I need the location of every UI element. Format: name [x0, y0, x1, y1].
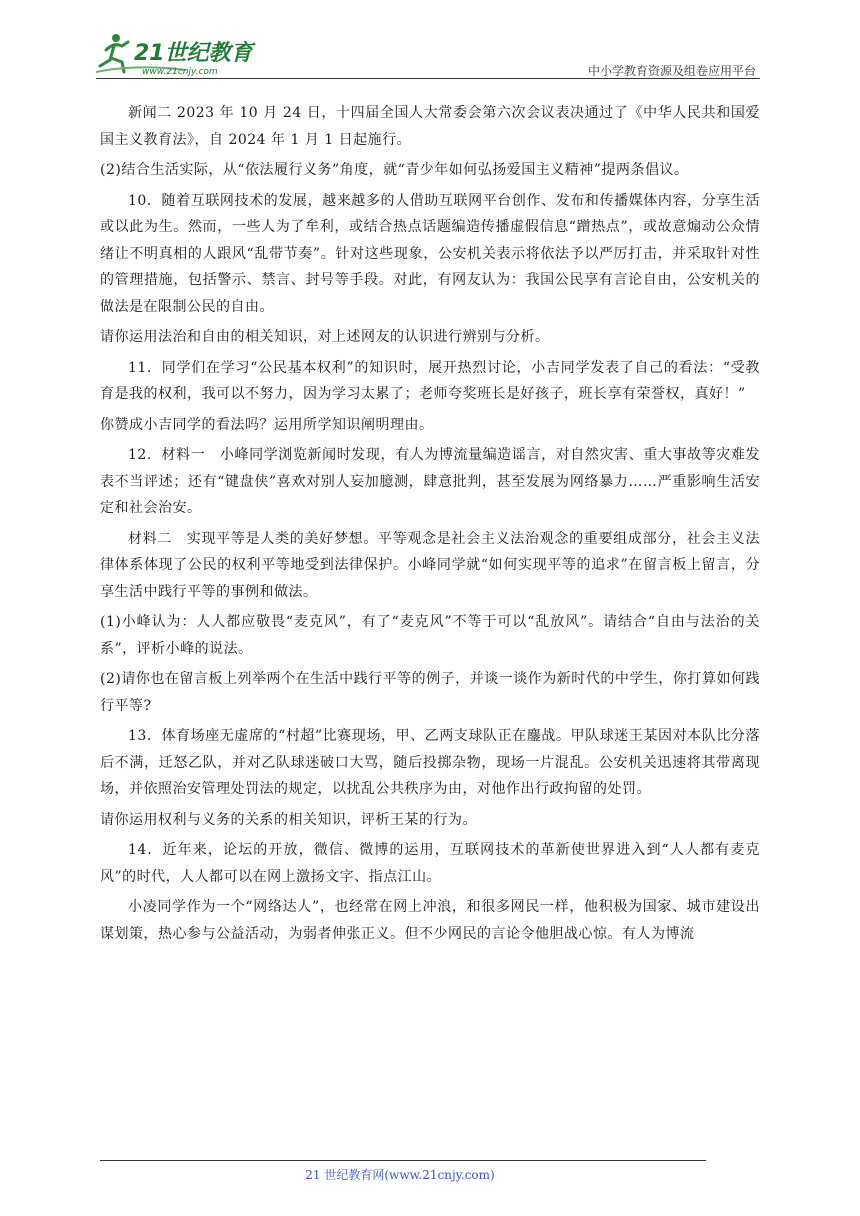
logo-url: www.21cnjy.com [142, 67, 218, 77]
paragraph: (2)结合生活实际，从“依法履行义务”角度，就“青少年如何弘扬爱国主义精神”提两条倡议。 [100, 162, 689, 178]
paragraph: 请你运用权利与义务的关系的相关知识，评析王某的行为。 [100, 811, 477, 828]
paragraph: 材料二 实现平等是人类的美好梦想。平等观念是社会主义法治观念的重要组成部分，社会主义法律体系体现了公民的权利平等地受到法律保护。小峰同学就“如何实现平等的追求”在留言板上留言，分享生活中践行平等的事例和做法。 [100, 530, 760, 600]
paragraph: (2)请你也在留言板上列举两个在生活中践行平等的例子，并谈一谈作为新时代的中学生，你打算如何践行平等? [100, 671, 760, 714]
page-header [96, 30, 760, 80]
question-11: 11．同学们在学习“公民基本权利”的知识时，展开热烈讨论，小吉同学发表了自己的看法：“受教育是我的权利，我可以不努力，因为学习太累了；老师夸奖班长是好孩子，班长享有荣誉权，真好！” [100, 359, 760, 402]
logo-text: 21世纪教育 [134, 41, 253, 66]
question-13: 13．体育场座无虚席的“村超”比赛现场，甲、乙两支球队正在鏖战。甲队球迷王某因对本队比分落后不满，迁怒乙队，并对乙队球迷破口大骂，随后投掷杂物，现场一片混乱。公安机关迅速将其带离现场，并依照治安管理处罚法的规定，以扰乱公共秩序为由，对他作出行政拘留的处罚。 [100, 728, 760, 797]
paragraph: 小凌同学作为一个“网络达人”，也经常在网上冲浪，和很多网民一样，他积极为国家、城市建设出谋划策，热心参与公益活动，为弱者伸张正义。但不少网民的言论令他胆战心惊。有人为博流 [100, 899, 760, 942]
page-footer: 21 世纪教育网(www.21cnjy.com) [305, 1168, 495, 1182]
header-divider [96, 78, 760, 79]
paragraph: 新闻二 2023 年 10 月 24 日，十四届全国人大常委会第六次会议表决通过了《中华人民共和国爱国主义教育法》，自 2024 年 1 月 1 日起施行。 [100, 105, 760, 148]
paragraph: 你赞成小吉同学的看法吗？运用所学知识阐明理由。 [100, 416, 434, 433]
site-logo [96, 30, 266, 78]
question-12: 12．材料一 小峰同学浏览新闻时发现，有人为博流量编造谣言，对自然灾害、重大事故等灾难发表不当评述；还有“键盘侠”喜欢对别人妄加臆测，肆意批判，甚至发展为网络暴力……严重影响生活安定和社会治安。 [100, 447, 760, 516]
paragraph: 请你运用法治和自由的相关知识，对上述网友的认识进行辨别与分析。 [100, 329, 550, 345]
paragraph: (1)小峰认为：人人都应敬畏“麦克风”，有了“麦克风”不等于可以“乱放风”。请结合“自由与法治的关系”，评析小峰的说法。 [100, 614, 760, 657]
document-body [100, 100, 760, 951]
question-14: 14．近年来，论坛的开放，微信、微博的运用，互联网技术的革新使世界进入到“人人都有麦克风”的时代，人人都可以在网上激扬文字、指点江山。 [100, 842, 760, 885]
platform-tagline: 中小学教育资源及组卷应用平台 [587, 64, 756, 78]
footer-divider [100, 1160, 706, 1161]
question-10: 10．随着互联网技术的发展，越来越多的人借助互联网平台创作、发布和传播媒体内容，分享生活或以此为生。然而，一些人为了牟利，或结合热点话题编造传播虚假信息“蹭热点”，或故意煽动公众情绪让不明真相的人跟风“乱带节奏”。针对这些现象，公安机关表示将依法予以严厉打击，并采取针对性的管理措施，包括警示、禁言、封号等手段。对此，有网友认为：我国公民享有言论自由，公安机关的做法是在限制公民的自由。 [100, 192, 760, 315]
